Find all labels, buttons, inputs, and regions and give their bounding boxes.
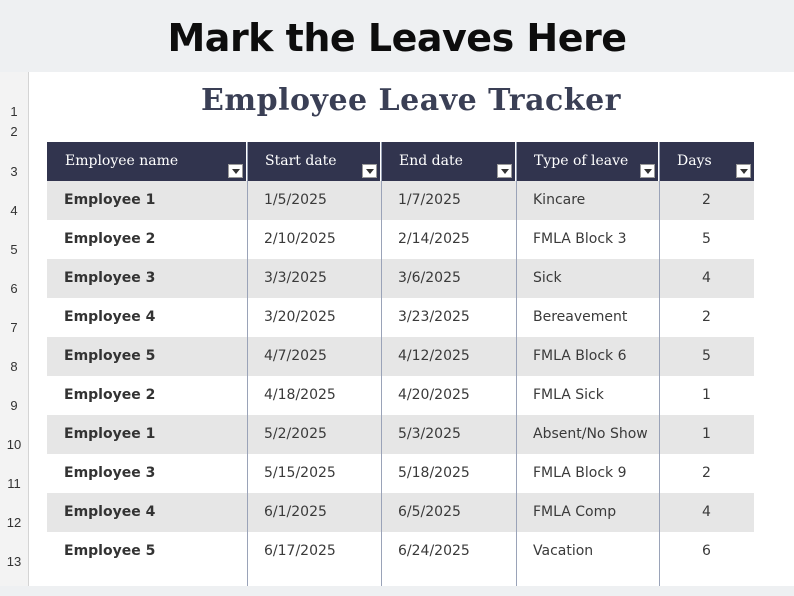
filter-dropdown-icon[interactable] xyxy=(736,164,751,178)
cell-days[interactable]: 5 xyxy=(702,348,711,364)
cell-end-date[interactable]: 1/7/2025 xyxy=(398,192,461,208)
column-divider xyxy=(381,142,382,586)
cell-end-date[interactable]: 5/3/2025 xyxy=(398,426,461,442)
cell-end-date[interactable]: 4/20/2025 xyxy=(398,387,470,403)
sheet-title: Employee Leave Tracker xyxy=(201,83,621,118)
row-number[interactable]: 2 xyxy=(10,124,18,139)
table-header-row xyxy=(47,142,754,181)
table-row xyxy=(47,532,754,571)
cell-start-date[interactable]: 4/7/2025 xyxy=(264,348,327,364)
row-number[interactable]: 4 xyxy=(10,203,18,218)
column-header-label: Days xyxy=(677,153,712,169)
cell-end-date[interactable]: 5/18/2025 xyxy=(398,465,470,481)
cell-type-of-leave[interactable]: FMLA Block 9 xyxy=(533,465,627,481)
cell-type-of-leave[interactable]: Sick xyxy=(533,270,562,286)
row-number[interactable]: 8 xyxy=(10,359,18,374)
cell-start-date[interactable]: 6/1/2025 xyxy=(264,504,327,520)
table-row xyxy=(47,415,754,454)
column-header-label: Employee name xyxy=(65,153,179,169)
cell-employee-name[interactable]: Employee 4 xyxy=(64,309,156,325)
cell-end-date[interactable]: 6/24/2025 xyxy=(398,543,470,559)
filter-dropdown-icon[interactable] xyxy=(362,164,377,178)
row-number[interactable]: 9 xyxy=(10,398,18,413)
column-header-label: Type of leave xyxy=(534,153,629,169)
cell-type-of-leave[interactable]: Absent/No Show xyxy=(533,426,648,442)
cell-days[interactable]: 6 xyxy=(702,543,711,559)
cell-type-of-leave[interactable]: FMLA Block 6 xyxy=(533,348,627,364)
table-row xyxy=(47,493,754,532)
banner-title: Mark the Leaves Here xyxy=(167,16,627,60)
spreadsheet-area xyxy=(0,72,794,586)
promo-banner xyxy=(0,0,794,72)
cell-days[interactable]: 2 xyxy=(702,192,711,208)
cell-type-of-leave[interactable]: FMLA Comp xyxy=(533,504,617,520)
row-number[interactable]: 5 xyxy=(10,242,18,257)
table-row xyxy=(47,181,754,220)
column-divider xyxy=(516,142,517,586)
table-row xyxy=(47,259,754,298)
cell-days[interactable]: 4 xyxy=(702,270,711,286)
cell-start-date[interactable]: 5/2/2025 xyxy=(264,426,327,442)
cell-start-date[interactable]: 6/17/2025 xyxy=(264,543,336,559)
cell-days[interactable]: 5 xyxy=(702,231,711,247)
column-divider xyxy=(659,142,660,586)
row-number[interactable]: 6 xyxy=(10,281,18,296)
column-header-label: Start date xyxy=(265,153,337,169)
row-number[interactable]: 10 xyxy=(6,437,22,452)
leave-table xyxy=(47,142,754,571)
column-header-type-of-leave xyxy=(516,142,659,181)
cell-employee-name[interactable]: Employee 5 xyxy=(64,543,156,559)
cell-start-date[interactable]: 4/18/2025 xyxy=(264,387,336,403)
cell-employee-name[interactable]: Employee 3 xyxy=(64,465,156,481)
cell-end-date[interactable]: 3/6/2025 xyxy=(398,270,461,286)
cell-days[interactable]: 2 xyxy=(702,309,711,325)
column-divider xyxy=(247,142,248,586)
row-number[interactable]: 3 xyxy=(10,164,18,179)
filter-dropdown-icon[interactable] xyxy=(497,164,512,178)
cell-employee-name[interactable]: Employee 2 xyxy=(64,231,156,247)
row-number[interactable]: 7 xyxy=(10,320,18,335)
row-number[interactable]: 1 xyxy=(10,104,18,119)
cell-type-of-leave[interactable]: Kincare xyxy=(533,192,586,208)
cell-type-of-leave[interactable]: FMLA Sick xyxy=(533,387,604,403)
cell-employee-name[interactable]: Employee 3 xyxy=(64,270,156,286)
cell-end-date[interactable]: 4/12/2025 xyxy=(398,348,470,364)
cell-type-of-leave[interactable]: Bereavement xyxy=(533,309,628,325)
cell-end-date[interactable]: 3/23/2025 xyxy=(398,309,470,325)
cell-start-date[interactable]: 3/20/2025 xyxy=(264,309,336,325)
column-header-label: End date xyxy=(399,153,463,169)
cell-type-of-leave[interactable]: FMLA Block 3 xyxy=(533,231,627,247)
column-header-end-date xyxy=(381,142,516,181)
row-number[interactable]: 11 xyxy=(7,476,21,491)
cell-end-date[interactable]: 2/14/2025 xyxy=(398,231,470,247)
filter-dropdown-icon[interactable] xyxy=(640,164,655,178)
cell-start-date[interactable]: 2/10/2025 xyxy=(264,231,336,247)
cell-employee-name[interactable]: Employee 5 xyxy=(64,348,156,364)
column-header-employee-name xyxy=(47,142,247,181)
cell-type-of-leave[interactable]: Vacation xyxy=(533,543,594,559)
column-header-start-date xyxy=(247,142,381,181)
cell-employee-name[interactable]: Employee 2 xyxy=(64,387,156,403)
cell-end-date[interactable]: 6/5/2025 xyxy=(398,504,461,520)
filter-dropdown-icon[interactable] xyxy=(228,164,243,178)
cell-days[interactable]: 1 xyxy=(702,426,711,442)
cell-start-date[interactable]: 1/5/2025 xyxy=(264,192,327,208)
row-number[interactable]: 13 xyxy=(6,554,22,569)
cell-start-date[interactable]: 3/3/2025 xyxy=(264,270,327,286)
cell-start-date[interactable]: 5/15/2025 xyxy=(264,465,336,481)
table-row xyxy=(47,376,754,415)
table-row xyxy=(47,337,754,376)
cell-days[interactable]: 1 xyxy=(702,387,711,403)
cell-employee-name[interactable]: Employee 1 xyxy=(64,192,156,208)
cell-days[interactable]: 4 xyxy=(702,504,711,520)
table-row xyxy=(47,454,754,493)
column-header-days xyxy=(659,142,754,181)
cell-employee-name[interactable]: Employee 1 xyxy=(64,426,156,442)
table-row xyxy=(47,220,754,259)
table-row xyxy=(47,298,754,337)
row-number[interactable]: 12 xyxy=(6,515,22,530)
cell-days[interactable]: 2 xyxy=(702,465,711,481)
cell-employee-name[interactable]: Employee 4 xyxy=(64,504,156,520)
